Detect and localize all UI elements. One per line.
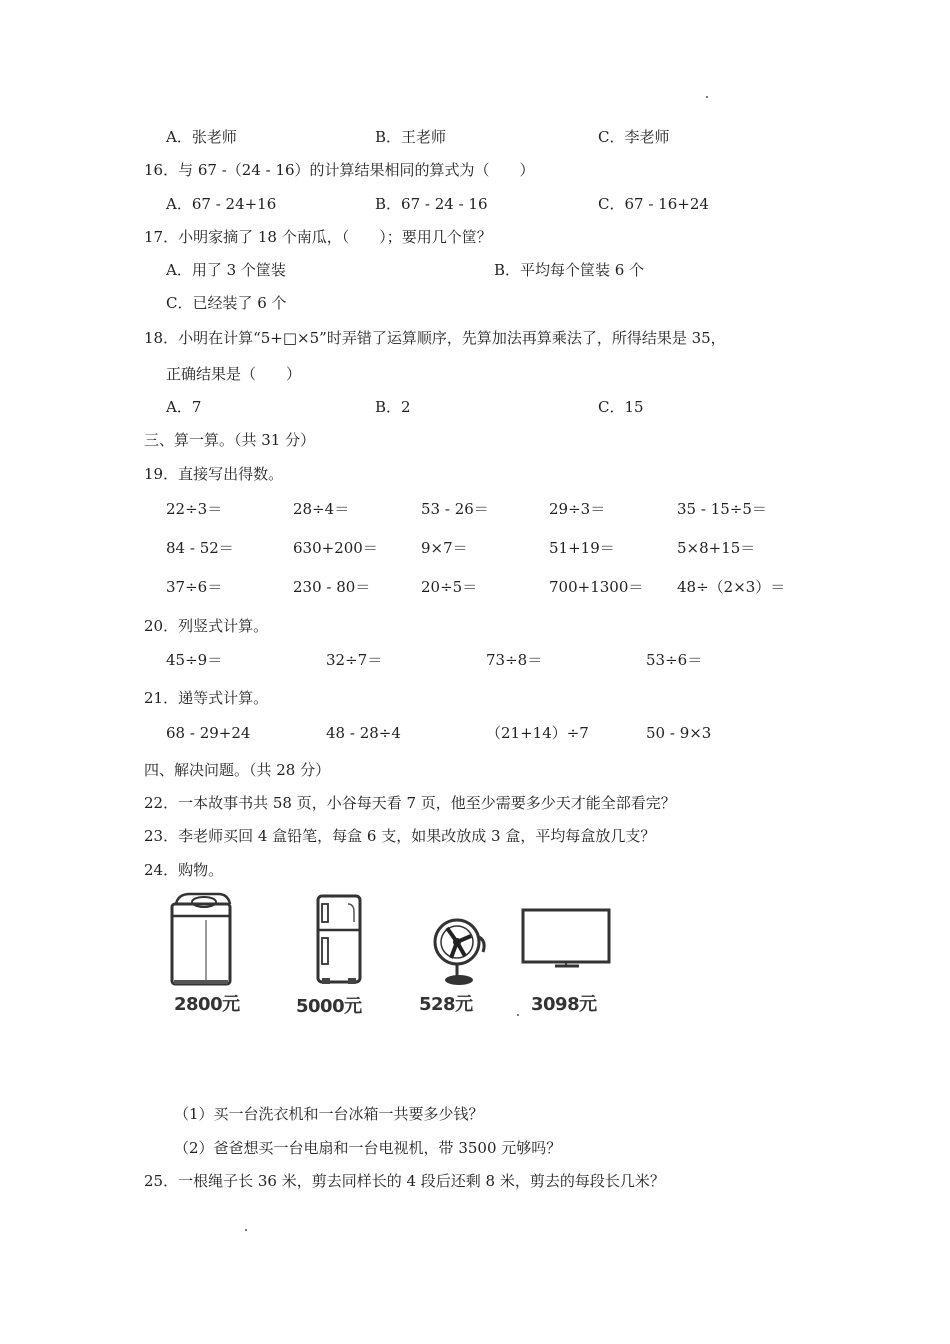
refrigerator-price: 5000元 — [296, 996, 362, 1017]
q19-r2-c1: 84 - 52＝ — [166, 539, 234, 557]
q20-item-3: 73÷8＝ — [486, 651, 543, 669]
q19-r3-c2: 230 - 80＝ — [293, 578, 371, 596]
q21-item-3: （21+14）÷7 — [486, 724, 589, 742]
q19-r1-c4: 29÷3＝ — [549, 500, 606, 518]
q19-r2-c5: 5×8+15＝ — [677, 539, 756, 557]
section-3-title: 三、算一算。（共 31 分） — [144, 431, 316, 449]
q19-r1-c3: 53 - 26＝ — [421, 500, 489, 518]
television-icon — [519, 904, 619, 994]
washing-machine-item — [160, 892, 270, 1015]
q20-stem: 20．列竖式计算。 — [144, 617, 269, 635]
q15-option-b: B．王老师 — [375, 128, 447, 146]
q19-r2-c4: 51+19＝ — [549, 539, 615, 557]
refrigerator-icon — [310, 892, 370, 988]
q20-item-4: 53÷6＝ — [646, 651, 703, 669]
washing-machine-price: 2800元 — [174, 994, 240, 1015]
scan-dot — [517, 1014, 519, 1016]
q19-r3-c1: 37÷6＝ — [166, 578, 223, 596]
washing-machine-icon — [166, 892, 236, 988]
q21-item-1: 68 - 29+24 — [166, 724, 251, 742]
scan-dot — [706, 96, 708, 98]
q21-item-2: 48 - 28÷4 — [326, 724, 401, 742]
q21-stem: 21．递等式计算。 — [144, 689, 269, 707]
q19-r1-c1: 22÷3＝ — [166, 500, 223, 518]
q19-r3-c3: 20÷5＝ — [421, 578, 478, 596]
q24-sub2: （2）爸爸想买一台电扇和一台电视机，带 3500 元够吗？ — [174, 1139, 562, 1157]
electric-fan-icon — [425, 912, 495, 1002]
q24-sub1: （1）买一台洗衣机和一台冰箱一共要多少钱？ — [174, 1105, 484, 1123]
q18-stem-line2: 正确结果是（ ） — [166, 365, 302, 383]
q17-option-c: C．已经装了 6 个 — [166, 294, 287, 312]
refrigerator-item — [290, 892, 400, 1017]
q15-option-c: C．李老师 — [598, 128, 670, 146]
q20-item-2: 32÷7＝ — [326, 651, 383, 669]
television-price: 3098元 — [531, 994, 597, 1015]
q25-stem: 25．一根绳子长 36 米，剪去同样长的 4 段后还剩 8 米，剪去的每段长几米？ — [144, 1172, 665, 1190]
q16-option-c: C．67 - 16+24 — [598, 195, 709, 213]
q19-r3-c5: 48÷（2×3）＝ — [677, 578, 786, 596]
q21-item-4: 50 - 9×3 — [646, 724, 712, 742]
q18-stem-line1: 18．小明在计算“5+□×5”时弄错了运算顺序，先算加法再算乘法了，所得结果是 35， — [144, 329, 726, 347]
q22-stem: 22．一本故事书共 58 页，小谷每天看 7 页，他至少需要多少天才能全部看完？ — [144, 794, 676, 812]
q19-r1-c5: 35 - 15÷5＝ — [677, 500, 767, 518]
q24-stem: 24．购物。 — [144, 861, 224, 879]
section-4-title: 四、解决问题。（共 28 分） — [144, 761, 331, 779]
q19-stem: 19．直接写出得数。 — [144, 465, 284, 483]
q15-option-a: A．张老师 — [166, 128, 237, 146]
q20-item-1: 45÷9＝ — [166, 651, 223, 669]
q19-r2-c2: 630+200＝ — [293, 539, 378, 557]
electric-fan-item — [415, 892, 525, 1015]
q17-option-a: A．用了 3 个筐装 — [166, 261, 286, 279]
q16-option-b: B．67 - 24 - 16 — [375, 195, 488, 213]
q17-stem: 17．小明家摘了 18 个南瓜，（ ）；要用几个筐？ — [144, 228, 492, 246]
television-item — [515, 892, 625, 1015]
q23-stem: 23．李老师买回 4 盒铅笔，每盒 6 支，如果改放成 3 盒，平均每盒放几支？ — [144, 827, 656, 845]
q18-option-a: A．7 — [166, 398, 202, 416]
q17-option-b: B．平均每个筐装 6 个 — [494, 261, 645, 279]
q19-r2-c3: 9×7＝ — [421, 539, 468, 557]
scan-dot — [245, 1229, 247, 1231]
q19-r3-c4: 700+1300＝ — [549, 578, 644, 596]
q19-r1-c2: 28÷4＝ — [293, 500, 350, 518]
q18-option-c: C．15 — [598, 398, 644, 416]
q18-option-b: B．2 — [375, 398, 411, 416]
q16-stem: 16．与 67 -（24 - 16）的计算结果相同的算式为（ ） — [144, 161, 535, 179]
electric-fan-price: 528元 — [419, 994, 473, 1015]
q16-option-a: A．67 - 24+16 — [166, 195, 277, 213]
